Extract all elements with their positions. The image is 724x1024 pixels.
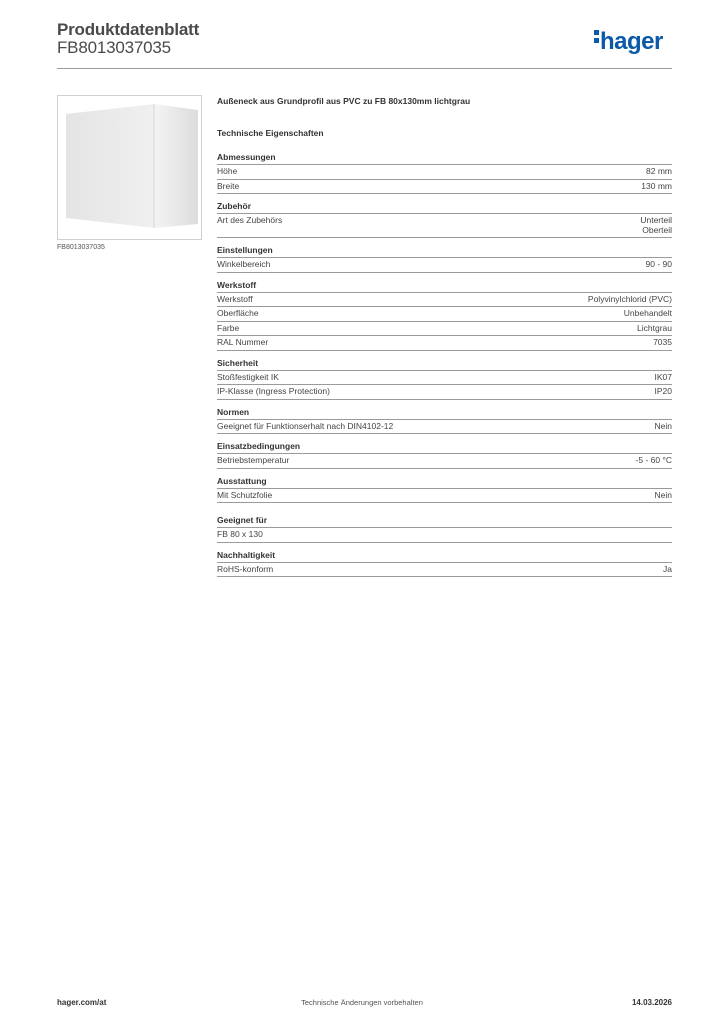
spec-value-line: Oberteil bbox=[642, 225, 672, 235]
spec-section bbox=[217, 358, 672, 400]
spec-label: Höhe bbox=[217, 166, 238, 176]
spec-value-line: IK07 bbox=[654, 371, 672, 382]
footer-website: hager.com/at bbox=[57, 998, 107, 1007]
footer-date: 14.03.2026 bbox=[631, 998, 672, 1007]
spec-value bbox=[655, 372, 673, 383]
footer-note: Technische Änderungen vorbehalten bbox=[301, 998, 423, 1007]
spec-section bbox=[217, 201, 672, 238]
spec-value-line: IP20 bbox=[654, 386, 672, 396]
spec-label: IP-Klasse (Ingress Protection) bbox=[217, 386, 330, 396]
page-title: Produktdatenblatt bbox=[57, 20, 200, 39]
spec-value bbox=[646, 259, 672, 270]
section-title: Sicherheit bbox=[217, 358, 672, 371]
corner-profile-icon bbox=[58, 96, 201, 239]
spec-value-line: 82 mm bbox=[646, 166, 672, 176]
spec-value bbox=[588, 294, 672, 305]
spec-value bbox=[637, 323, 672, 334]
spec-value-line: Polyvinylchlorid (PVC) bbox=[587, 293, 672, 304]
spec-value-line: 130 mm bbox=[641, 180, 672, 191]
hager-logo bbox=[594, 28, 663, 56]
article-number: FB8013037035 bbox=[57, 38, 171, 57]
spec-value-line: 90 - 90 bbox=[645, 259, 672, 269]
spec-label: Breite bbox=[217, 180, 240, 191]
spec-section bbox=[217, 407, 672, 435]
spec-label: Geeignet für Funktionserhalt nach DIN4102-12 bbox=[217, 420, 394, 431]
spec-row bbox=[217, 322, 672, 337]
spec-row bbox=[217, 165, 672, 180]
spec-label: Winkelbereich bbox=[217, 259, 271, 269]
spec-content bbox=[217, 96, 672, 584]
spec-row bbox=[217, 336, 672, 351]
logo-text: hager bbox=[600, 28, 663, 55]
spec-section bbox=[217, 152, 672, 194]
spec-value-line: -5 - 60 °C bbox=[635, 455, 672, 465]
spec-label: Art des Zubehörs bbox=[217, 215, 283, 225]
spec-row bbox=[217, 371, 672, 386]
spec-value bbox=[641, 181, 672, 192]
spec-label: FB 80 x 130 bbox=[217, 529, 263, 539]
spec-row bbox=[217, 454, 672, 469]
section-title: Zubehör bbox=[217, 201, 672, 214]
section-title: Normen bbox=[217, 407, 672, 420]
spec-label: Mit Schutzfolie bbox=[217, 489, 273, 500]
spec-label: RAL Nummer bbox=[217, 337, 269, 347]
tech-properties-heading: Technische Eigenschaften bbox=[217, 128, 324, 138]
spec-label: Oberfläche bbox=[217, 308, 259, 318]
spec-row bbox=[217, 214, 672, 238]
spec-section bbox=[217, 550, 672, 578]
section-title: Geeignet für bbox=[217, 515, 672, 528]
spec-value-line: Unbehandelt bbox=[623, 308, 672, 318]
spec-section bbox=[217, 515, 672, 543]
spec-value bbox=[640, 215, 672, 235]
spec-row bbox=[217, 258, 672, 273]
spec-section bbox=[217, 441, 672, 469]
spec-sections bbox=[217, 152, 672, 577]
spec-value-line: Lichtgrau bbox=[637, 322, 672, 333]
spec-value bbox=[655, 490, 672, 501]
spec-row bbox=[217, 420, 672, 435]
spec-value bbox=[636, 455, 672, 466]
spec-row bbox=[217, 528, 672, 543]
spec-section bbox=[217, 280, 672, 351]
spec-label: Stoßfestigkeit IK bbox=[217, 371, 279, 382]
section-title: Werkstoff bbox=[217, 280, 672, 293]
spec-value bbox=[655, 386, 673, 397]
spec-value-line: Nein bbox=[654, 420, 672, 431]
spec-value bbox=[646, 166, 672, 177]
spec-row bbox=[217, 293, 672, 308]
spec-value bbox=[653, 337, 672, 348]
spec-label: Betriebstemperatur bbox=[217, 455, 290, 465]
section-title: Nachhaltigkeit bbox=[217, 550, 672, 563]
spec-row bbox=[217, 489, 672, 504]
section-title: Einstellungen bbox=[217, 245, 672, 258]
spec-value-line: Unterteil bbox=[640, 215, 672, 225]
spec-label: Werkstoff bbox=[217, 293, 253, 304]
header-divider bbox=[57, 68, 672, 69]
spec-row bbox=[217, 307, 672, 322]
image-caption: FB8013037035 bbox=[57, 244, 105, 251]
spec-row bbox=[217, 563, 672, 578]
spec-value-line: Ja bbox=[663, 563, 672, 574]
spec-label: Farbe bbox=[217, 322, 240, 333]
spec-value bbox=[624, 308, 672, 319]
product-image bbox=[57, 95, 202, 240]
spec-value bbox=[663, 564, 672, 575]
spec-value-line: 7035 bbox=[653, 337, 672, 347]
spec-value bbox=[655, 421, 672, 432]
product-name: Außeneck aus Grundprofil aus PVC zu FB 80x130mm lichtgrau bbox=[217, 96, 471, 106]
section-title: Abmessungen bbox=[217, 152, 672, 165]
spec-row bbox=[217, 180, 672, 195]
logo-dots-icon bbox=[594, 30, 599, 46]
section-title: Ausstattung bbox=[217, 476, 672, 489]
spec-row bbox=[217, 385, 672, 400]
section-title: Einsatzbedingungen bbox=[217, 441, 672, 454]
spec-value-line: Nein bbox=[654, 489, 672, 500]
spec-section bbox=[217, 476, 672, 504]
spec-label: RoHS-konform bbox=[217, 563, 274, 574]
spec-section bbox=[217, 245, 672, 273]
